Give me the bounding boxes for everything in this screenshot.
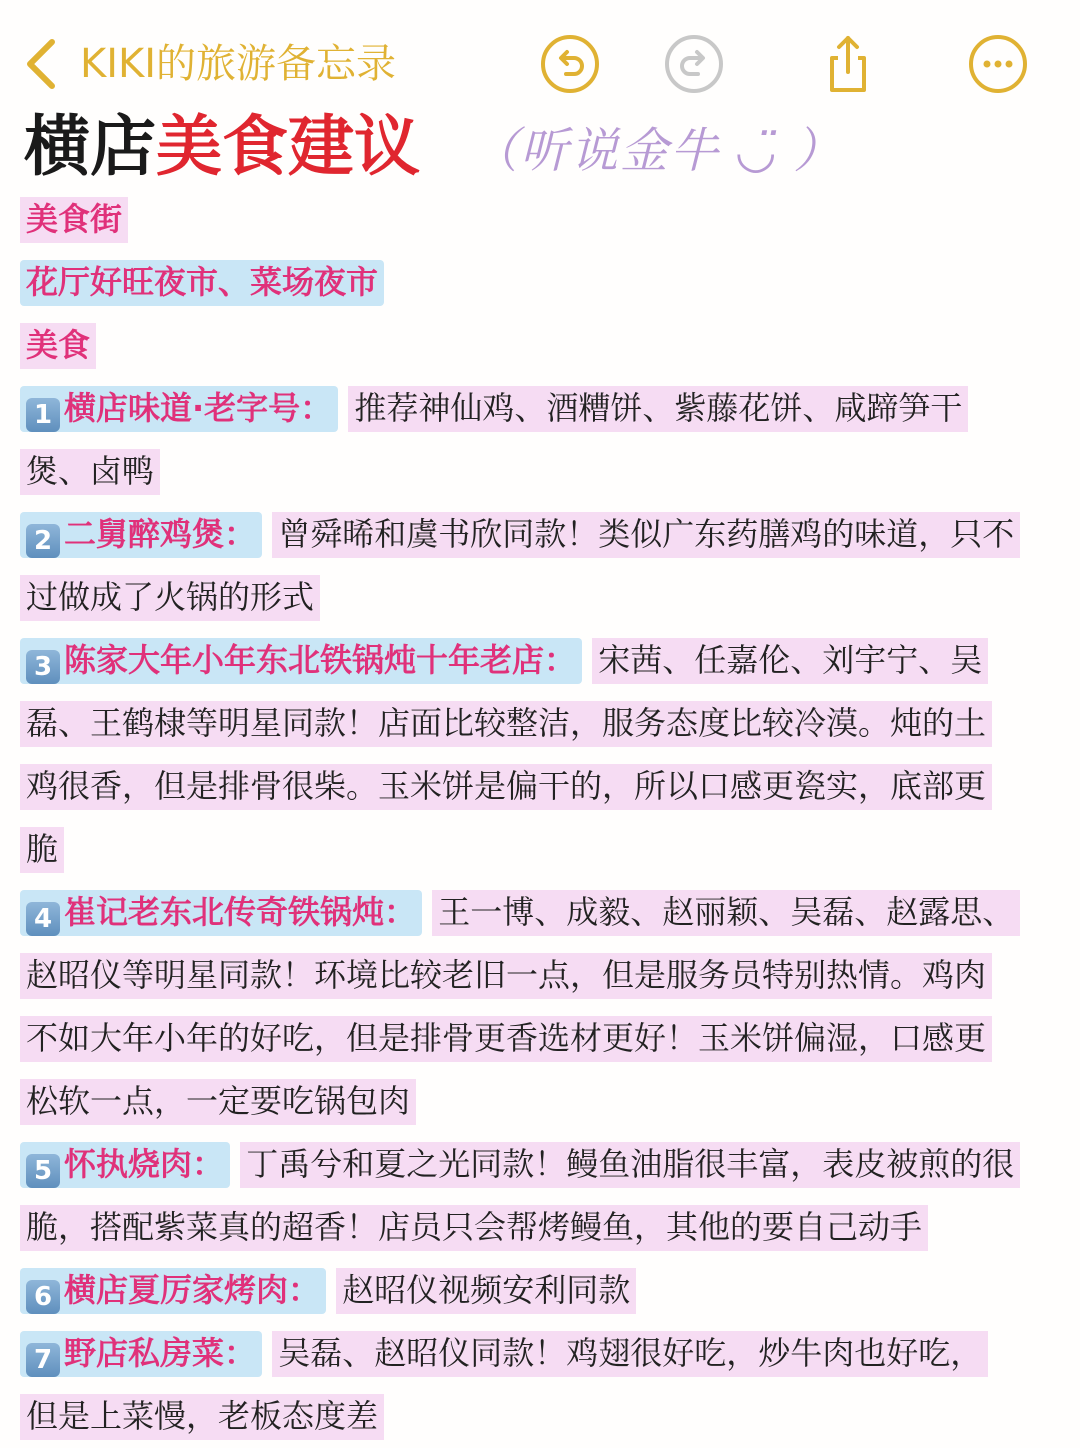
heading-part2: 美食建议	[156, 107, 420, 185]
number-badge: 3	[26, 650, 60, 684]
list-item	[20, 503, 1072, 566]
item-text: 磊、王鹤棣等明星同款！店面比较整洁，服务态度比较冷漠。炖的土	[20, 701, 992, 747]
share-icon[interactable]	[818, 34, 878, 94]
item-text: 脆	[20, 827, 64, 873]
undo-icon[interactable]	[540, 34, 600, 94]
redo-icon[interactable]	[664, 34, 724, 94]
restaurant-name: 陈家大年小年东北铁锅炖十年老店：	[64, 641, 577, 679]
restaurant-name: 崔记老东北传奇铁锅炖：	[64, 893, 417, 931]
section-street-value: 花厅好旺夜市、菜场夜市	[20, 260, 384, 306]
item-text: 赵昭仪等明星同款！环境比较老旧一点，但是服务员特别热情。鸡肉	[20, 953, 992, 999]
item-text: 鸡很香，但是排骨很柴。玉米饼是偏干的，所以口感更瓷实，底部更	[20, 764, 992, 810]
number-badge: 2	[26, 524, 60, 558]
item-text: 不如大年小年的好吃，但是排骨更香选材更好！玉米饼偏湿，口感更	[20, 1016, 992, 1062]
list-item	[20, 881, 1072, 944]
number-badge: 4	[26, 902, 60, 936]
item-text: 曾舜晞和虞书欣同款！类似广东药膳鸡的味道，只不	[272, 512, 1020, 558]
item-text: 过做成了火锅的形式	[20, 575, 320, 621]
item-text: 松软一点，一定要吃锅包肉	[20, 1079, 416, 1125]
item-text: 推荐神仙鸡、酒糟饼、紫藤花饼、咸蹄笋干	[348, 386, 968, 432]
note-body[interactable]	[20, 188, 1072, 1448]
section-food-label: 美食	[20, 323, 96, 369]
handwritten-annotation: （听说金牛 ◡̈ ）	[470, 123, 844, 179]
list-item	[20, 1133, 1072, 1196]
restaurant-name: 野店私房菜：	[64, 1334, 257, 1372]
item-text: 赵昭仪视频安利同款	[336, 1268, 636, 1314]
restaurant-name: 横店味道·老字号：	[64, 389, 333, 427]
list-item	[20, 377, 1072, 440]
item-text: 丁禹兮和夏之光同款！鳗鱼油脂很丰富，表皮被煎的很	[240, 1142, 1020, 1188]
restaurant-name: 二舅醉鸡煲：	[64, 515, 257, 553]
number-badge: 7	[26, 1343, 60, 1377]
number-badge: 1	[26, 398, 60, 432]
item-text: 脆，搭配紫菜真的超香！店员只会帮烤鳗鱼，其他的要自己动手	[20, 1205, 928, 1251]
number-badge: 5	[26, 1154, 60, 1188]
back-title[interactable]: KIKI的旅游备忘录	[80, 41, 397, 87]
more-icon[interactable]	[968, 34, 1028, 94]
item-text: 但是上菜慢，老板态度差	[20, 1394, 384, 1440]
heading-part1: 横店	[24, 107, 156, 185]
restaurant-name: 横店夏厉家烤肉：	[64, 1271, 321, 1309]
list-item	[20, 629, 1072, 692]
item-text: 王一博、成毅、赵丽颖、吴磊、赵露思、	[432, 890, 1020, 936]
item-text: 宋茜、任嘉伦、刘宇宁、吴	[592, 638, 988, 684]
section-street-label: 美食街	[20, 197, 128, 243]
note-heading	[24, 104, 420, 188]
number-badge: 6	[26, 1280, 60, 1314]
item-text: 吴磊、赵昭仪同款！鸡翅很好吃，炒牛肉也好吃，	[272, 1331, 988, 1377]
top-toolbar	[0, 0, 1080, 110]
list-item	[20, 1259, 1072, 1322]
list-item	[20, 1322, 1072, 1385]
chevron-left-icon[interactable]	[22, 36, 62, 92]
item-text: 煲、卤鸭	[20, 449, 160, 495]
restaurant-name: 怀执烧肉：	[64, 1145, 225, 1183]
